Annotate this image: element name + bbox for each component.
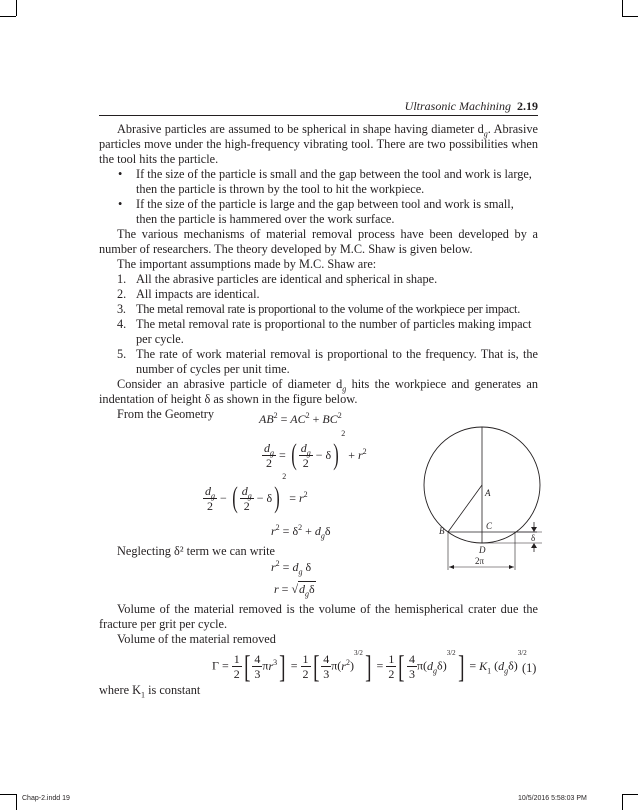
- equation-ab: $AB^2 = AC^2 + BC^2$: [259, 411, 342, 426]
- running-header: [0, 99, 538, 114]
- equation-expand: $\frac{d_g}{2}$ − ( $\frac{d_g}{2}$ − $\delta)^2 = r^2$: [205, 472, 308, 515]
- label-d: D: [479, 545, 486, 555]
- paragraph: Neglecting δ² term we can write: [117, 544, 276, 558]
- equation-r2: $r^2 = \delta^2 + d_g\delta$: [271, 523, 331, 541]
- list-item: 5. The rate of work material removal is proportional to the frequency. That is, the number of cycles per unit time.: [117, 347, 538, 376]
- crop-mark: [622, 0, 623, 16]
- list-item: 4. The metal removal rate is proportional to the number of particles making impact per cycle.: [117, 317, 532, 346]
- paragraph: Volume of the material removed: [117, 632, 276, 646]
- bullet-item: • If the size of the particle is large and the gap between tool and work is small, then the particle is hammered over the work surface.: [99, 197, 538, 227]
- label-c: C: [486, 521, 493, 531]
- paragraph: Volume of the material removed is the volume of the hemispherical crater due the fracture per grit per cycle.: [99, 602, 538, 631]
- label-two-pi: 2π: [475, 556, 485, 566]
- paragraph: From the Geometry: [117, 407, 214, 421]
- label-b: B: [439, 526, 445, 536]
- equation-number: (1): [522, 661, 537, 675]
- equation-r: $r = √d_g\delta$: [274, 582, 315, 599]
- crop-mark: [16, 0, 17, 16]
- crop-mark: [622, 794, 638, 795]
- paragraph: Consider an abrasive particle of diameter $d_g$ hits the workpiece and generates an indentation of height δ as shown in the figure below.: [99, 377, 538, 406]
- equation-circle: $\frac{d_g}{2}$ = ( $\frac{d_g}{2}$ − $\delta)^2 + r^2$: [264, 429, 367, 472]
- header-rule: [99, 115, 538, 116]
- footer-right: 10/5/2016 5:58:03 PM: [518, 795, 587, 802]
- list-item: 2. All impacts are identical.: [117, 287, 260, 301]
- paragraph: The important assumptions made by M.C. Shaw are:: [117, 257, 377, 271]
- arrowhead: [509, 565, 514, 569]
- equation-volume: Γ = $\frac{1}{2}$ [ $\frac{4}{3}$ $\pi r^3$] = $\frac{1}{2}$ [ $\frac{4}{3}$ $\pi(r^2)^{3/2}$] = $\frac{1}{2}$ [ $\frac{4}{3}$ $\pi(d_g\delta)^{3/2}] = K_1$ $(d_g\delta)^{3/2}$: [212, 648, 527, 684]
- crop-mark: [0, 16, 16, 17]
- arrowhead: [449, 565, 454, 569]
- assumption-list: [99, 272, 538, 377]
- footer-left: Chap-2.indd 19: [22, 795, 70, 802]
- radius-line: [448, 485, 482, 532]
- crop-mark: [16, 794, 17, 810]
- paragraph: Abrasive particles are assumed to be spherical in shape having diameter $d_g$. Abrasive particles move under the high-frequency vibrating tool. There are two possibilities when the tool hits the particle.: [99, 122, 538, 166]
- bullet-list: [99, 167, 538, 227]
- indentation-figure: [415, 418, 555, 588]
- page-number: 2.19: [517, 99, 538, 113]
- paragraph: where $K_1$ is constant: [99, 683, 201, 700]
- list-item: 1. All the abrasive particles are identical and spherical in shape.: [117, 272, 438, 286]
- crop-mark: [622, 794, 623, 810]
- equation-r2-approx: $r^2 = d_g$ δ: [271, 559, 312, 577]
- page-body-3: [99, 602, 538, 647]
- crop-mark: [0, 794, 16, 795]
- label-a: A: [485, 488, 491, 498]
- label-delta: δ: [531, 533, 536, 543]
- header-title: Ultrasonic Machining: [404, 99, 511, 113]
- page-body-4: [99, 683, 538, 698]
- crop-mark: [622, 16, 638, 17]
- paragraph: The various mechanisms of material removal process have been developed by a number of researchers. The theory developed by M.C. Shaw is given below.: [99, 227, 538, 256]
- arrowhead: [531, 527, 537, 532]
- bullet-item: • If the size of the particle is small and the gap between the tool and work is large, then the particle is thrown by the tool to hit the workpiece.: [99, 167, 538, 197]
- list-item: 3. The metal removal rate is proportional to the volume of the workpiece per impact.: [117, 302, 521, 316]
- arrowhead: [531, 543, 537, 548]
- page-body: [99, 122, 538, 422]
